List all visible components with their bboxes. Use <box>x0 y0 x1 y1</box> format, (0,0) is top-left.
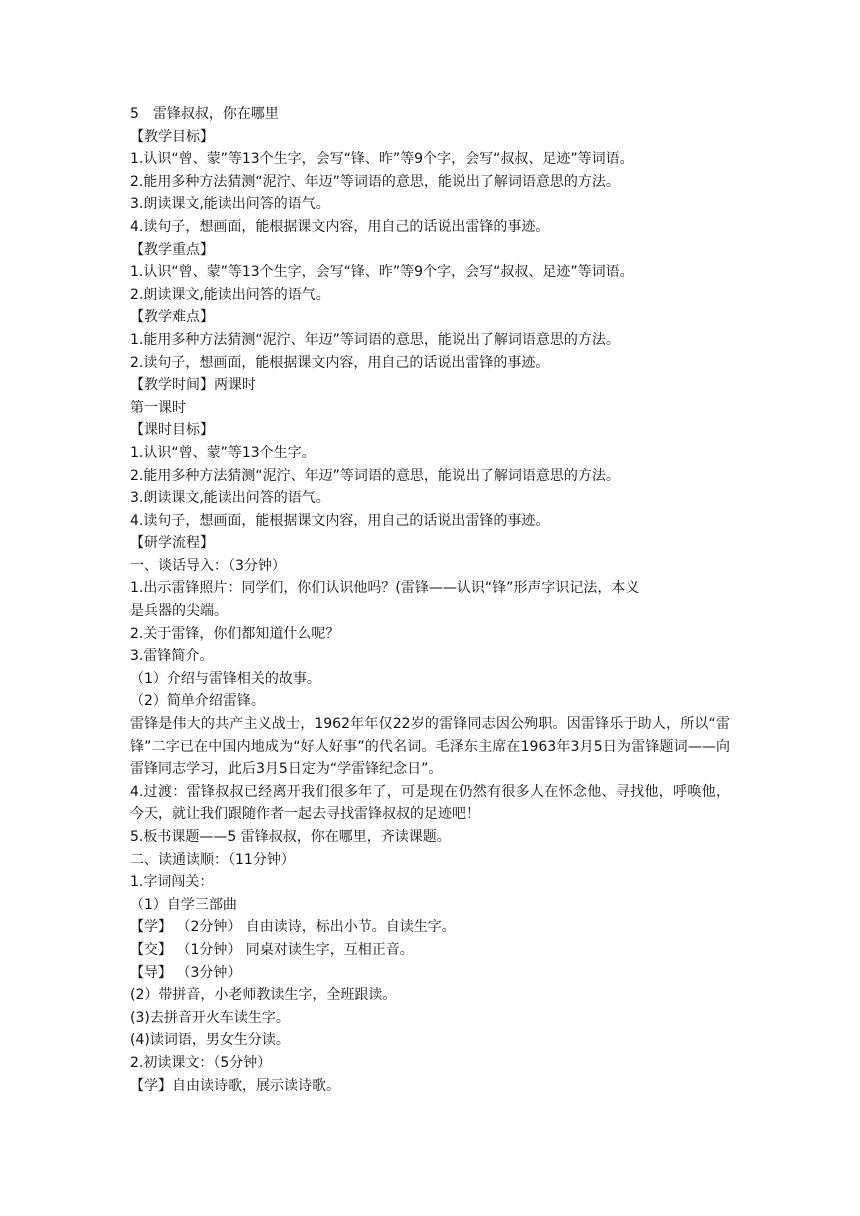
text-line: 3.朗读课文,能读出问答的语气。 <box>130 490 330 507</box>
text-line: 5.板书课题——5 雷锋叔叔，你在哪里，齐读课题。 <box>130 829 451 845</box>
lines-block-2 <box>130 826 730 1097</box>
text-line: (3)去拼音开火车读生字。 <box>130 1009 290 1026</box>
text-line: 【交】 （1分钟） 同桌对读生字，互相正音。 <box>130 941 414 958</box>
text-line: 是兵器的尖端。 <box>130 603 228 620</box>
text-line: 【课时目标】 <box>130 422 214 439</box>
text-line: 2.能用多种方法猜测“泥泞、年迈”等词语的意思，能说出了解词语意思的方法。 <box>130 467 620 484</box>
text-line: 【教学重点】 <box>130 241 214 258</box>
text-line: 【研学流程】 <box>130 535 214 552</box>
text-line: (4)读词语，男女生分读。 <box>130 1032 290 1049</box>
text-line: 【学】自由读诗歌，展示读诗歌。 <box>130 1077 340 1094</box>
text-line: 2.关于雷锋，你们都知道什么呢？ <box>130 625 340 642</box>
text-line: 1.出示雷锋照片：同学们，你们认识他吗？(雷锋——认识“锋”形声字识记法，本义 <box>130 580 640 597</box>
text-line: 4.读句子，想画面，能根据课文内容，用自己的话说出雷锋的事迹。 <box>130 218 550 235</box>
text-line: 2.朗读课文,能读出问答的语气。 <box>130 286 330 303</box>
text-line: 【教学时间】两课时 <box>130 377 256 394</box>
text-line: 第一课时 <box>130 399 186 416</box>
text-line: （1）自学三部曲 <box>130 896 237 913</box>
text-line: 1.能用多种方法猜测“泥泞、年迈”等词语的意思，能说出了解词语意思的方法。 <box>130 331 620 348</box>
text-line: 【教学难点】 <box>130 309 214 326</box>
text-line: 2.能用多种方法猜测“泥泞、年迈”等词语的意思，能说出了解词语意思的方法。 <box>130 173 620 190</box>
text-line: 二、读通读顺：（11分钟） <box>130 851 295 868</box>
text-line: 1.认识“曾、蒙”等13个生字，会写“锋、昨”等9个字，会写“叔叔、足迹”等词语。 <box>130 151 634 168</box>
text-line: 【教学目标】 <box>130 128 214 145</box>
text-line: 3.朗读课文,能读出问答的语气。 <box>130 196 330 213</box>
text-line: 1.字词闯关： <box>130 874 214 891</box>
paragraph-transition: 4.过渡：雷锋叔叔已经离开我们很多年了，可是现在仍然有很多人在怀念他、寻找他，呼唤他，今天，就让我们跟随作者一起去寻找雷锋叔叔的足迹吧！ <box>130 783 730 823</box>
text-line: （1）介绍与雷锋相关的故事。 <box>130 670 321 687</box>
text-line: （2）简单介绍雷锋。 <box>130 693 265 710</box>
lines-block-1 <box>130 103 730 713</box>
text-line: 1.认识“曾、蒙”等13个生字。 <box>130 444 316 461</box>
document-body <box>130 103 730 1097</box>
text-line: 2.读句子，想画面，能根据课文内容，用自己的话说出雷锋的事迹。 <box>130 354 550 371</box>
text-line: 5 雷锋叔叔，你在哪里 <box>130 106 279 122</box>
paragraph-leifeng-intro: 雷锋是伟大的共产主义战士，1962年年仅22岁的雷锋同志因公殉职。因雷锋乐于助人，所以“雷锋”二字已在中国内地成为“好人好事”的代名词。毛泽东主席在1963年3月5日为雷锋题词——向雷锋同志学习，此后3月5日定为“学雷锋纪念日”。 <box>130 716 730 778</box>
text-line: 【学】 （2分钟） 自由读诗，标出小节。自读生字。 <box>130 919 456 936</box>
text-line: 2.初读课文：（5分钟） <box>130 1054 272 1071</box>
text-line: (2）带拼音，小老师教读生字，全班跟读。 <box>130 987 397 1004</box>
text-line: 一、谈话导入：（3分钟） <box>130 557 286 574</box>
text-line: 1.认识“曾、蒙”等13个生字，会写“锋、昨”等9个字，会写“叔叔、足迹”等词语。 <box>130 264 634 281</box>
text-line: 【导】 （3分钟） <box>130 964 242 981</box>
text-line: 4.读句子，想画面，能根据课文内容，用自己的话说出雷锋的事迹。 <box>130 512 550 529</box>
text-line: 3.雷锋简介。 <box>130 648 214 665</box>
